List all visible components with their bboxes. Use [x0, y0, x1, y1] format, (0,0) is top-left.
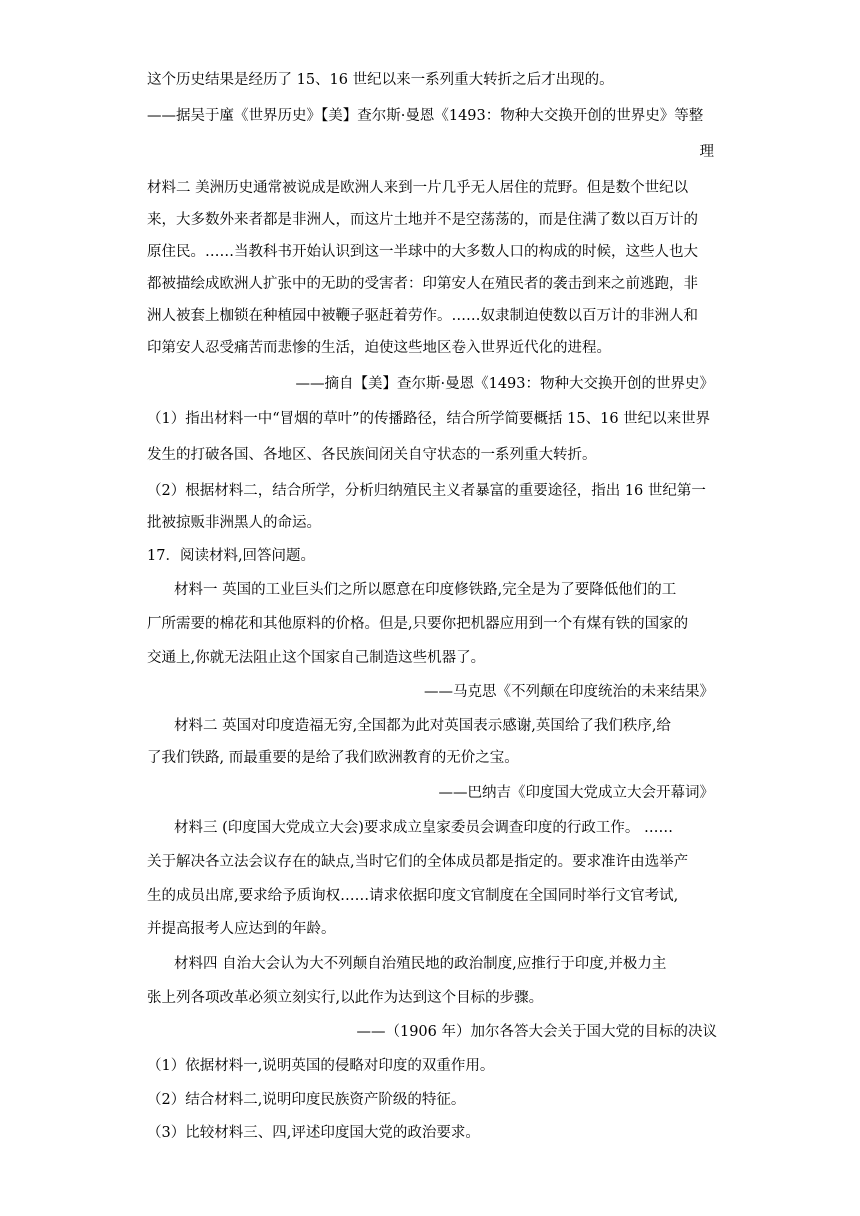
- material2-line: 印第安人忍受痛苦而悲惨的生活，迫使这些地区卷入世界近代化的进程。: [147, 340, 611, 356]
- question-16-1: （1）指出材料一中“冒烟的草叶”的传播路径，结合所学简要概括 15、16 世纪以来世界: [147, 411, 711, 427]
- q17-material2-source: ——巴纳吉《印度国大党成立大会开幕词》: [438, 785, 714, 801]
- question-17-3: （3）比较材料三、四,评述印度国大党的政治要求。: [147, 1125, 480, 1141]
- q17-material3-line: 并提高报考人应达到的年龄。: [147, 921, 336, 937]
- question-17-heading: 17．阅读材料,回答问题。: [147, 548, 316, 564]
- question-17-2: （2）结合材料二,说明印度民族资产阶级的特征。: [147, 1092, 466, 1108]
- q17-material1-line: 交通上,你就无法阻止这个国家自己制造这些机器了。: [147, 650, 486, 666]
- material2-line: 材料二 美洲历史通常被说成是欧洲人来到一片几乎无人居住的荒野。但是数个世纪以: [147, 180, 689, 196]
- material1-source: ——据吴于廑《世界历史》【美】查尔斯·曼恩《1493：物种大交换开创的世界史》等整: [147, 108, 704, 124]
- q17-material1-line: 厂所需要的棉花和其他原料的价格。但是,只要你把机器应用到一个有煤有铁的国家的: [147, 616, 689, 632]
- q17-material3-line: 关于解决各立法会议存在的缺点,当时它们的全体成员都是指定的。要求准许由选举产: [147, 854, 689, 870]
- q17-material4-line: 张上列各项改革必须立刻实行,以此作为达到这个目标的步骤。: [147, 990, 544, 1006]
- material2-line: 原住民。……当教科书开始认识到这一半球中的大多数人口的构成的时候，这些人也大: [147, 244, 698, 260]
- q17-material3-line: 材料三 (印度国大党成立大会)要求成立皇家委员会调查印度的行政工作。 ……: [174, 820, 674, 836]
- material1-source-continued: 理: [699, 144, 714, 160]
- q17-material4-source: ——（1906 年）加尔各答大会关于国大党的目标的决议: [356, 1024, 717, 1040]
- q17-material2-line: 材料二 英国对印度造福无穷,全国都为此对英国表示感谢,英国给了我们秩序,给: [174, 718, 671, 734]
- q17-material1-source: ——马克思《不列颠在印度统治的未来结果》: [424, 684, 714, 700]
- q17-material3-line: 生的成员出席,要求给予质询权……请求依据印度文官制度在全国同时举行文官考试,: [147, 888, 679, 904]
- q17-material4-line: 材料四 自治大会认为大不列颠自治殖民地的政治制度,应推行于印度,并极力主: [174, 956, 667, 972]
- question-16-2-continued: 批被掠贩非洲黑人的命运。: [147, 515, 321, 531]
- q17-material1-line: 材料一 英国的工业巨头们之所以愿意在印度修铁路,完全是为了要降低他们的工: [174, 582, 677, 598]
- material2-line: 洲人被套上枷锁在种植园中被鞭子驱赶着劳作。……奴隶制迫使数以百万计的非洲人和: [147, 308, 698, 324]
- question-16-1-continued: 发生的打破各国、各地区、各民族间闭关自守状态的一系列重大转折。: [147, 447, 597, 463]
- material2-line: 都被描绘成欧洲人扩张中的无助的受害者：印第安人在殖民者的袭击到来之前逃跑，非: [147, 276, 698, 292]
- material2-line: 来，大多数外来者都是非洲人，而这片土地并不是空荡荡的，而是住满了数以百万计的: [147, 212, 698, 228]
- question-17-1: （1）依据材料一,说明英国的侵略对印度的双重作用。: [147, 1058, 495, 1074]
- material2-source: ——摘自【美】查尔斯·曼恩《1493：物种大交换开创的世界史》: [295, 376, 714, 392]
- material1-tail: 这个历史结果是经历了 15、16 世纪以来一系列重大转折之后才出现的。: [147, 72, 614, 88]
- q17-material2-line: 了我们铁路, 而最重要的是给了我们欧洲教育的无价之宝。: [147, 750, 519, 766]
- question-16-2: （2）根据材料二，结合所学，分析归纳殖民主义者暴富的重要途径，指出 16 世纪第一: [147, 483, 706, 499]
